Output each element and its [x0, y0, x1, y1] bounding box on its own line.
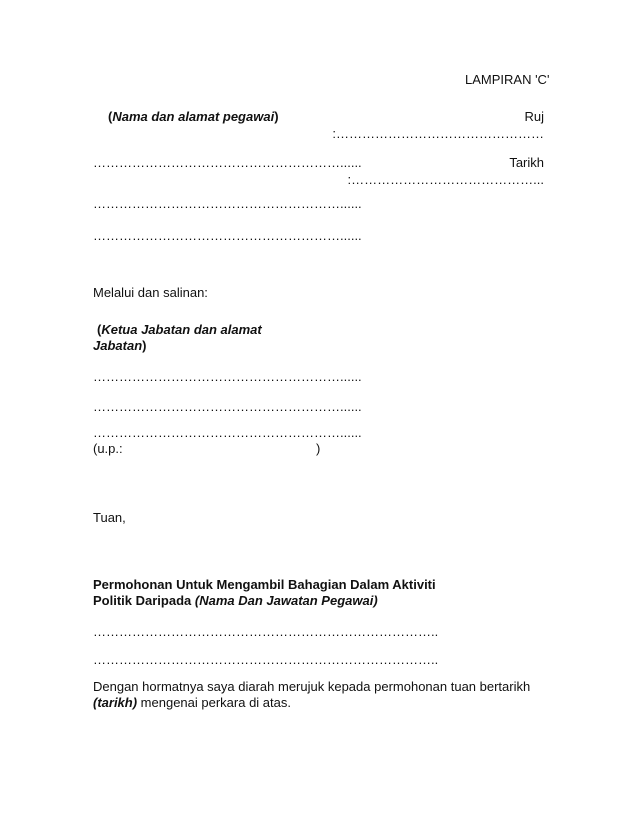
ruj-value: :………………………………………… [332, 126, 544, 141]
head-dept-text-1: Ketua Jabatan dan alamat [101, 322, 262, 337]
sender-address-line-1: …………………………………………………...... [93, 155, 362, 170]
tarikh-value: :……………………………………... [347, 172, 544, 187]
via-address-line-1: …………………………………………………...... [93, 369, 362, 384]
sender-address-line-2: …………………………………………………...... [93, 196, 362, 211]
subject-line-2-italic: (Nama Dan Jawatan Pegawai) [194, 593, 378, 608]
subject-dots-2: …………………………………………………………………….. [93, 652, 439, 667]
head-dept-open-paren: ( [97, 322, 102, 337]
body-line-2 [93, 695, 291, 711]
head-dept-text-2: Jabatan [93, 338, 143, 353]
sender-name-text: Nama dan alamat pegawai [112, 109, 275, 124]
via-address-line-2: …………………………………………………...... [93, 399, 362, 414]
head-dept-line-1 [93, 322, 262, 338]
ruj-label: Ruj [524, 109, 544, 124]
body-line-2-rest: mengenai perkara di atas. [137, 695, 291, 710]
body-date-placeholder: (tarikh) [93, 695, 138, 710]
sender-address-line-3: …………………………………………………...... [93, 228, 362, 243]
up-open-label: (u.p.: [93, 441, 123, 456]
subject-line-1: Permohonan Untuk Mengambil Bahagian Dalam Aktiviti [93, 577, 436, 592]
head-dept-close-paren: ) [142, 338, 147, 353]
sender-close-paren: ) [274, 109, 279, 124]
via-address-line-3: …………………………………………………...... [93, 425, 362, 440]
via-label: Melalui dan salinan: [93, 285, 208, 300]
sender-open-paren: ( [108, 109, 113, 124]
up-close-label: ) [316, 441, 321, 456]
subject-line-2-plain: Politik Daripada [93, 593, 195, 608]
sender-name-label [108, 109, 279, 125]
tarikh-label: Tarikh [509, 155, 544, 170]
salutation: Tuan, [93, 510, 126, 525]
subject-dots-1: …………………………………………………………………….. [93, 624, 439, 639]
body-line-1: Dengan hormatnya saya diarah merujuk kepada permohonan tuan bertarikh [93, 679, 531, 694]
head-dept-line-2 [93, 338, 146, 354]
subject-line-2 [93, 593, 378, 609]
lampiran-label: LAMPIRAN 'C' [465, 72, 550, 87]
